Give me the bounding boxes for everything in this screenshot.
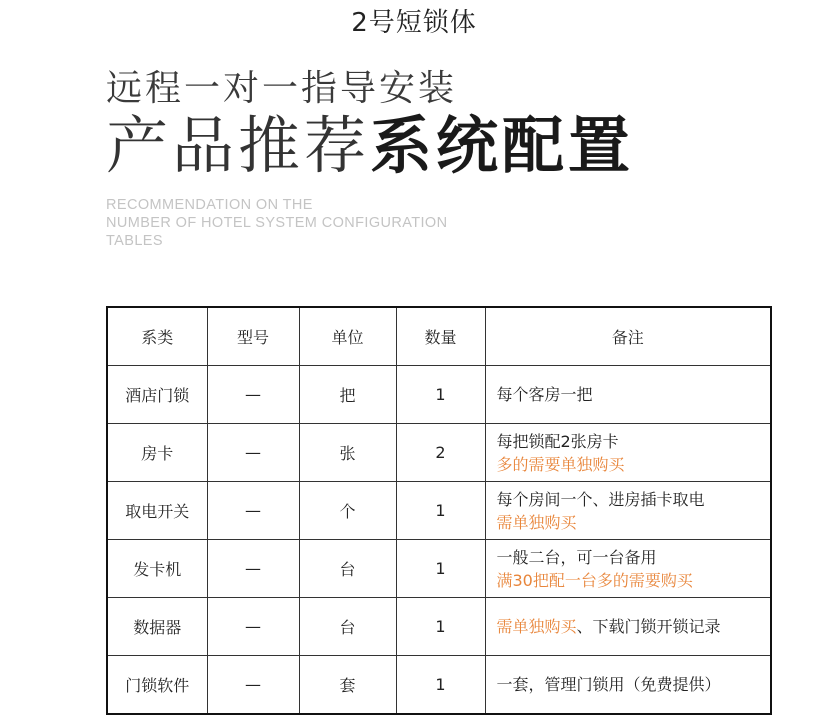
cell-category: 房卡 [107, 424, 207, 482]
cell-category: 取电开关 [107, 482, 207, 540]
cell-qty: 1 [396, 598, 485, 656]
english-line: NUMBER OF HOTEL SYSTEM CONFIGURATION [106, 215, 448, 231]
cell-model: — [207, 598, 299, 656]
cell-model: — [207, 366, 299, 424]
table-header-row [107, 307, 771, 366]
english-line: TABLES [106, 233, 163, 249]
header-note: 备注 [485, 307, 771, 366]
cell-model: — [207, 482, 299, 540]
table-row [107, 598, 771, 656]
table-row [107, 656, 771, 715]
product-title: 2号短锁体 [351, 8, 477, 38]
note-highlight: 多的需要单独购买 [496, 454, 625, 474]
table-row [107, 424, 771, 482]
cell-qty: 1 [396, 482, 485, 540]
cell-model: — [207, 424, 299, 482]
cell-unit: 个 [299, 482, 396, 540]
english-caption [106, 196, 447, 250]
note-line: 一般二台，可一台备用 [496, 547, 657, 567]
header-unit: 单位 [299, 307, 396, 366]
note-line: 每把锁配2张房卡 [496, 431, 619, 451]
header-qty: 数量 [396, 307, 485, 366]
note-highlight: 需单独购买 [496, 512, 577, 532]
cell-category: 数据器 [107, 598, 207, 656]
cell-note [485, 366, 771, 424]
table-row [107, 482, 771, 540]
config-table [106, 306, 772, 715]
note-line: 每个房间一个、进房插卡取电 [496, 489, 705, 509]
english-line: RECOMMENDATION ON THE [106, 197, 313, 213]
table-row [107, 366, 771, 424]
subtitle: 远程一对一指导安装 [106, 68, 458, 109]
note-line: 每个客房一把 [496, 385, 593, 404]
cell-category: 门锁软件 [107, 656, 207, 715]
note-line: 一套，管理门锁用（免费提供） [496, 675, 721, 694]
header-model: 型号 [207, 307, 299, 366]
cell-unit: 把 [299, 366, 396, 424]
cell-note [485, 424, 771, 482]
cell-category: 发卡机 [107, 540, 207, 598]
headline-bold: 系统配置 [370, 109, 635, 182]
cell-qty: 1 [396, 656, 485, 715]
note-highlight: 满30把配一台多的需要购买 [496, 570, 693, 590]
cell-model: — [207, 656, 299, 715]
note-highlight: 需单独购买 [496, 617, 577, 636]
cell-qty: 2 [396, 424, 485, 482]
cell-model: — [207, 540, 299, 598]
cell-unit: 张 [299, 424, 396, 482]
cell-unit: 套 [299, 656, 396, 715]
note-line: 、下载门锁开锁记录 [576, 617, 721, 636]
cell-note [485, 656, 771, 715]
cell-unit: 台 [299, 540, 396, 598]
cell-category: 酒店门锁 [107, 366, 207, 424]
headline [106, 106, 634, 186]
cell-qty: 1 [396, 540, 485, 598]
cell-qty: 1 [396, 366, 485, 424]
cell-note [485, 482, 771, 540]
header-category: 系类 [107, 307, 207, 366]
table-row [107, 540, 771, 598]
cell-note [485, 598, 771, 656]
cell-note [485, 540, 771, 598]
headline-light: 产品推荐 [106, 109, 371, 182]
cell-unit: 台 [299, 598, 396, 656]
